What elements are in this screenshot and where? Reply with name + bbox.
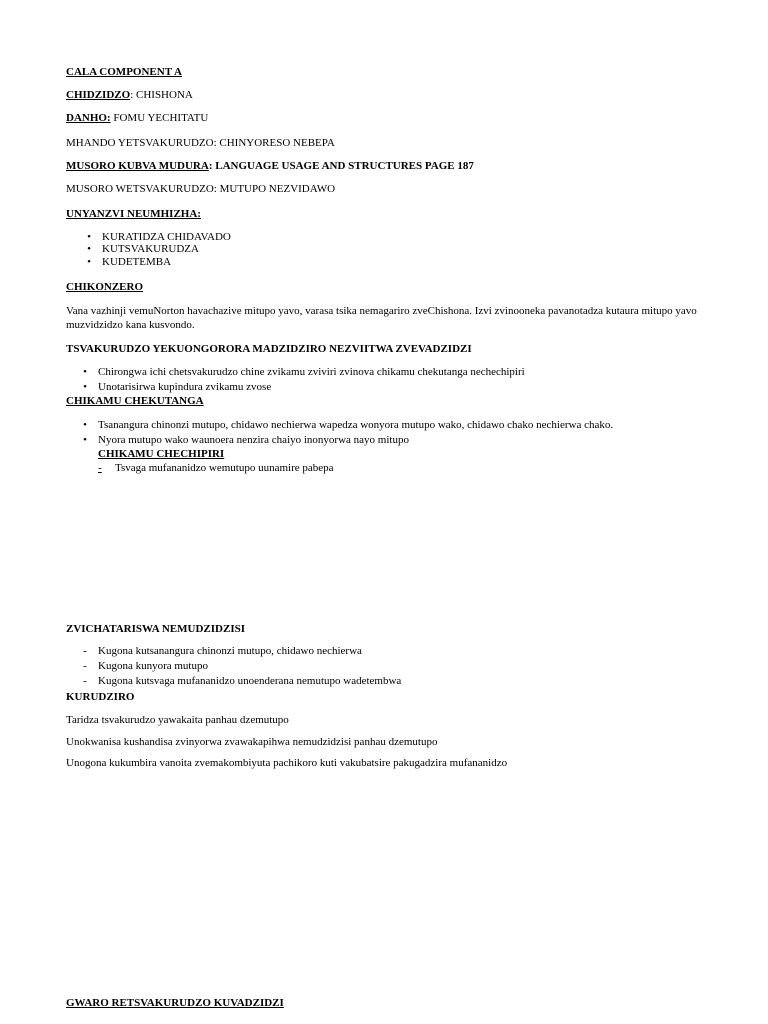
source-line [66,160,474,173]
source-label: MUSORO KUBVA MUDURA [66,160,209,172]
list-item: - Kugona kutsanangura chinonzi mutupo, chidawo nechierwa [98,645,362,658]
guidelines-heading: TSVAKURUDZO YEKUONGORORA MADZIDZIRO NEZVIITWA ZVEVADZIDZI [66,343,472,355]
advice-line: Unokwanisa kushandisa zvinyorwa zvawakapihwa nemudzidzisi panhau dzemutupo [66,736,438,748]
research-type-line: MHANDO YETSVAKURUDZO: CHINYORESO NEBEPA [66,137,335,149]
topic-line: MUSORO WETSVAKURUDZO: MUTUPO NEZVIDAWO [66,183,336,195]
subject-value: : CHISHONA [130,89,193,101]
bullet-icon: • [83,381,87,393]
skills-heading: UNYANZVI NEUMHIZHA: [66,208,201,220]
part-one-heading: CHIKAMU CHEKUTANGA [66,395,204,407]
list-item: • Chirongwa ichi chetsvakurudzo chine zvikamu zviviri zvinova chikamu chekutanga nechechipiri [98,366,525,379]
advice-line: Unogona kukumbira vanoita zvemakombiyuta pachikoro kuti vakubatsire pakugadzira mufananidzo [66,757,508,769]
footer-heading: GWARO RETSVAKURUDZO KUVADZIDZI [66,997,284,1009]
bullet-icon: • [87,243,91,255]
expected-heading: ZVICHATARISWA NEMUDZIDZISI [66,623,245,635]
list-item: • Unotarisirwa kupindura zvikamu zvose [98,381,271,394]
level-value: FOMU YECHITATU [110,112,209,124]
bullet-icon: • [83,419,87,431]
bullet-icon: • [83,366,87,378]
list-item: • KURATIDZA CHIDAVADO [102,231,231,244]
component-heading: CALA COMPONENT A [66,66,182,78]
list-item: - Kugona kutsvaga mufananidzo unoenderana nemutupo wadetembwa [98,675,401,688]
list-item: • Nyora mutupo wako waunoera nenzira chaiyo inonyorwa nayo mitupo [98,434,409,447]
advice-line: Taridza tsvakurudzo yawakaita panhau dzemutupo [66,714,289,726]
part-two-item: - Tsvaga mufananidzo wemutupo uunamire pabepa [98,462,334,474]
list-item: • Tsanangura chinonzi mutupo, chidawo nechierwa wapedza wonyora mutupo wako, chidawo chako nechierwa chako. [98,419,613,432]
list-item: • KUDETEMBA [102,256,171,269]
level-label: DANHO: [66,112,111,124]
reason-paragraph: Vana vazhinji vemuNorton havachazive mitupo yavo, varasa tsika nemagariro zveChishona. Izvi zvinooneka pavanotadza kutaura mitupo yavo muzvidzidzo kana kusvondo. [66,305,697,331]
advice-heading: KURUDZIRO [66,691,135,703]
level-line [66,112,208,125]
reason-heading: CHIKONZERO [66,281,144,293]
subject-label: CHIDZIDZO [66,89,131,101]
bullet-icon: • [87,231,91,243]
bullet-icon: • [87,256,91,268]
dash-marker: - [83,675,87,687]
list-item: - Kugona kunyora mutupo [98,660,208,673]
list-item: • KUTSVAKURUDZA [102,243,199,256]
dash-marker: - [83,660,87,672]
part-two-heading: CHIKAMU CHECHIPIRI [98,448,225,460]
dash-marker: - [83,645,87,657]
bullet-icon: • [83,434,87,446]
source-value: : LANGUAGE USAGE AND STRUCTURES PAGE 187 [208,160,474,172]
dash-marker: - [98,462,102,474]
subject-line [66,89,193,102]
